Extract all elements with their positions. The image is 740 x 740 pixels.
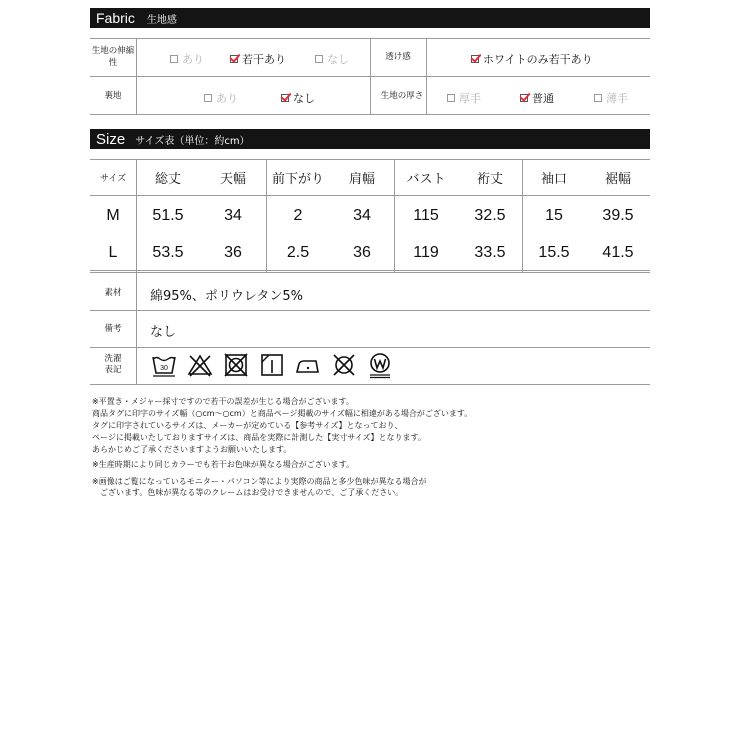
remarks-value: なし: [150, 325, 177, 340]
size-header-cell: 肩幅: [348, 171, 375, 187]
size-cell: 34: [224, 207, 242, 224]
divider: [90, 195, 650, 196]
size-cell: 53.5: [152, 244, 184, 261]
divider: [370, 38, 371, 115]
divider: [90, 310, 650, 311]
size-header-cell: 袖口: [540, 171, 567, 187]
size-cell: 15: [545, 207, 563, 224]
size-cell: 115: [413, 207, 439, 224]
note-line: ※生産時期により同じカラーでも若干お色味が異なる場合がございます。: [92, 460, 355, 469]
checkmark-icon: [230, 55, 238, 63]
note-line: ※画像はご覧になっているモニター・パソコン等により実際の商品と多少色味が異なる場合が: [92, 477, 427, 486]
size-header-cell: 前下がり: [271, 171, 324, 187]
remarks-label: 備考: [104, 324, 122, 334]
size-cell: 33.5: [474, 244, 506, 261]
size-section-header: [90, 129, 650, 149]
size-cell: 119: [413, 244, 439, 261]
care-icons: [150, 351, 394, 379]
size-cell: 36: [224, 244, 242, 261]
checkbox-icon: [170, 55, 178, 63]
stretch-option-no: なし: [315, 51, 349, 67]
checkbox-icon: [315, 55, 323, 63]
no-tumble-dry-icon: [222, 351, 250, 379]
size-cell: 36: [353, 244, 371, 261]
size-cell: 15.5: [538, 244, 570, 261]
checkbox-icon: [447, 94, 455, 102]
size-cell: 39.5: [602, 207, 634, 224]
size-cell: 34: [353, 207, 371, 224]
size-cell: 51.5: [152, 207, 184, 224]
size-header-cell: 裄丈: [476, 171, 503, 187]
size-cell: 41.5: [602, 244, 634, 261]
checkmark-icon: [281, 94, 289, 102]
lining-option-yes: あり: [204, 90, 238, 106]
info-table: [90, 273, 650, 385]
wet-clean-icon: [366, 351, 394, 379]
thickness-option-normal: 普通: [520, 90, 554, 106]
wash-30-icon: [150, 351, 178, 379]
line-dry-shade-icon: [258, 351, 286, 379]
thickness-option-thin: 薄手: [594, 90, 628, 106]
note-line: あらかじめご了承くださいますようお願いいたします。: [92, 445, 292, 454]
note-line: ございます。色味が異なる等のクレームはお受けできませんので、ご了承ください。: [92, 488, 404, 497]
size-table: [90, 159, 650, 273]
checkbox-icon: [594, 94, 602, 102]
fabric-title-jp: 生地感: [146, 14, 177, 26]
lining-option-no: なし: [281, 90, 315, 106]
size-header-cell: 総丈: [154, 171, 181, 187]
divider: [90, 384, 650, 385]
lining-label: 裏地: [104, 91, 122, 101]
note-line: 商品タグに印字のサイズ幅（○cm～○cm）と商品ページ掲載のサイズ幅に相違がある場合がございます。: [92, 409, 473, 418]
sheerness-label: 透け感: [385, 52, 411, 62]
sheerness-option-white-slight: ホワイトのみ若干あり: [471, 51, 593, 67]
no-dry-clean-icon: [330, 351, 358, 379]
iron-low-icon: [294, 351, 322, 379]
fabric-title-en: Fabric: [96, 10, 135, 26]
divider: [90, 347, 650, 348]
stretch-option-yes: あり: [170, 51, 204, 67]
size-header-cell: 天幅: [219, 171, 246, 187]
divider: [136, 38, 137, 115]
thickness-option-thick: 厚手: [447, 90, 481, 106]
size-row-label: L: [108, 244, 118, 261]
size-header-cell: 裾幅: [604, 171, 631, 187]
fabric-table: [90, 38, 650, 115]
size-cell: 32.5: [474, 207, 506, 224]
note-line: ページに掲載いたしておりますサイズは、商品を実際に計測した【実寸サイズ】となります。: [92, 433, 426, 442]
checkmark-icon: [471, 55, 479, 63]
divider: [136, 273, 137, 385]
care-label: 洗濯表記: [104, 354, 122, 375]
stretch-label: 生地の伸縮性: [91, 46, 135, 68]
size-title-en: Size: [96, 130, 126, 148]
stretch-option-slight: 若干あり: [230, 51, 286, 67]
size-title-jp: サイズ表（単位：約cm）: [135, 135, 250, 147]
size-cell: 2: [293, 207, 303, 224]
size-cell: 2.5: [286, 244, 310, 261]
no-bleach-icon: [186, 351, 214, 379]
checkbox-icon: [204, 94, 212, 102]
material-value: 綿95%、ポリウレタン5%: [150, 289, 303, 304]
material-label: 素材: [104, 288, 122, 298]
note-line: タグに印字されているサイズは、メーカーが定めている【参考サイズ】となっており、: [92, 421, 403, 430]
note-line: ※平置き・メジャー採寸ですので若干の誤差が生じる場合がございます。: [92, 397, 354, 406]
wash-temp-text: 30: [160, 365, 168, 372]
size-header-cell: バスト: [406, 171, 446, 187]
size-row-label: M: [106, 207, 120, 224]
divider: [426, 38, 427, 115]
thickness-label: 生地の厚さ: [380, 91, 424, 101]
fabric-section-header: [90, 8, 650, 28]
checkmark-icon: [520, 94, 528, 102]
size-header-cell: サイズ: [99, 173, 127, 184]
